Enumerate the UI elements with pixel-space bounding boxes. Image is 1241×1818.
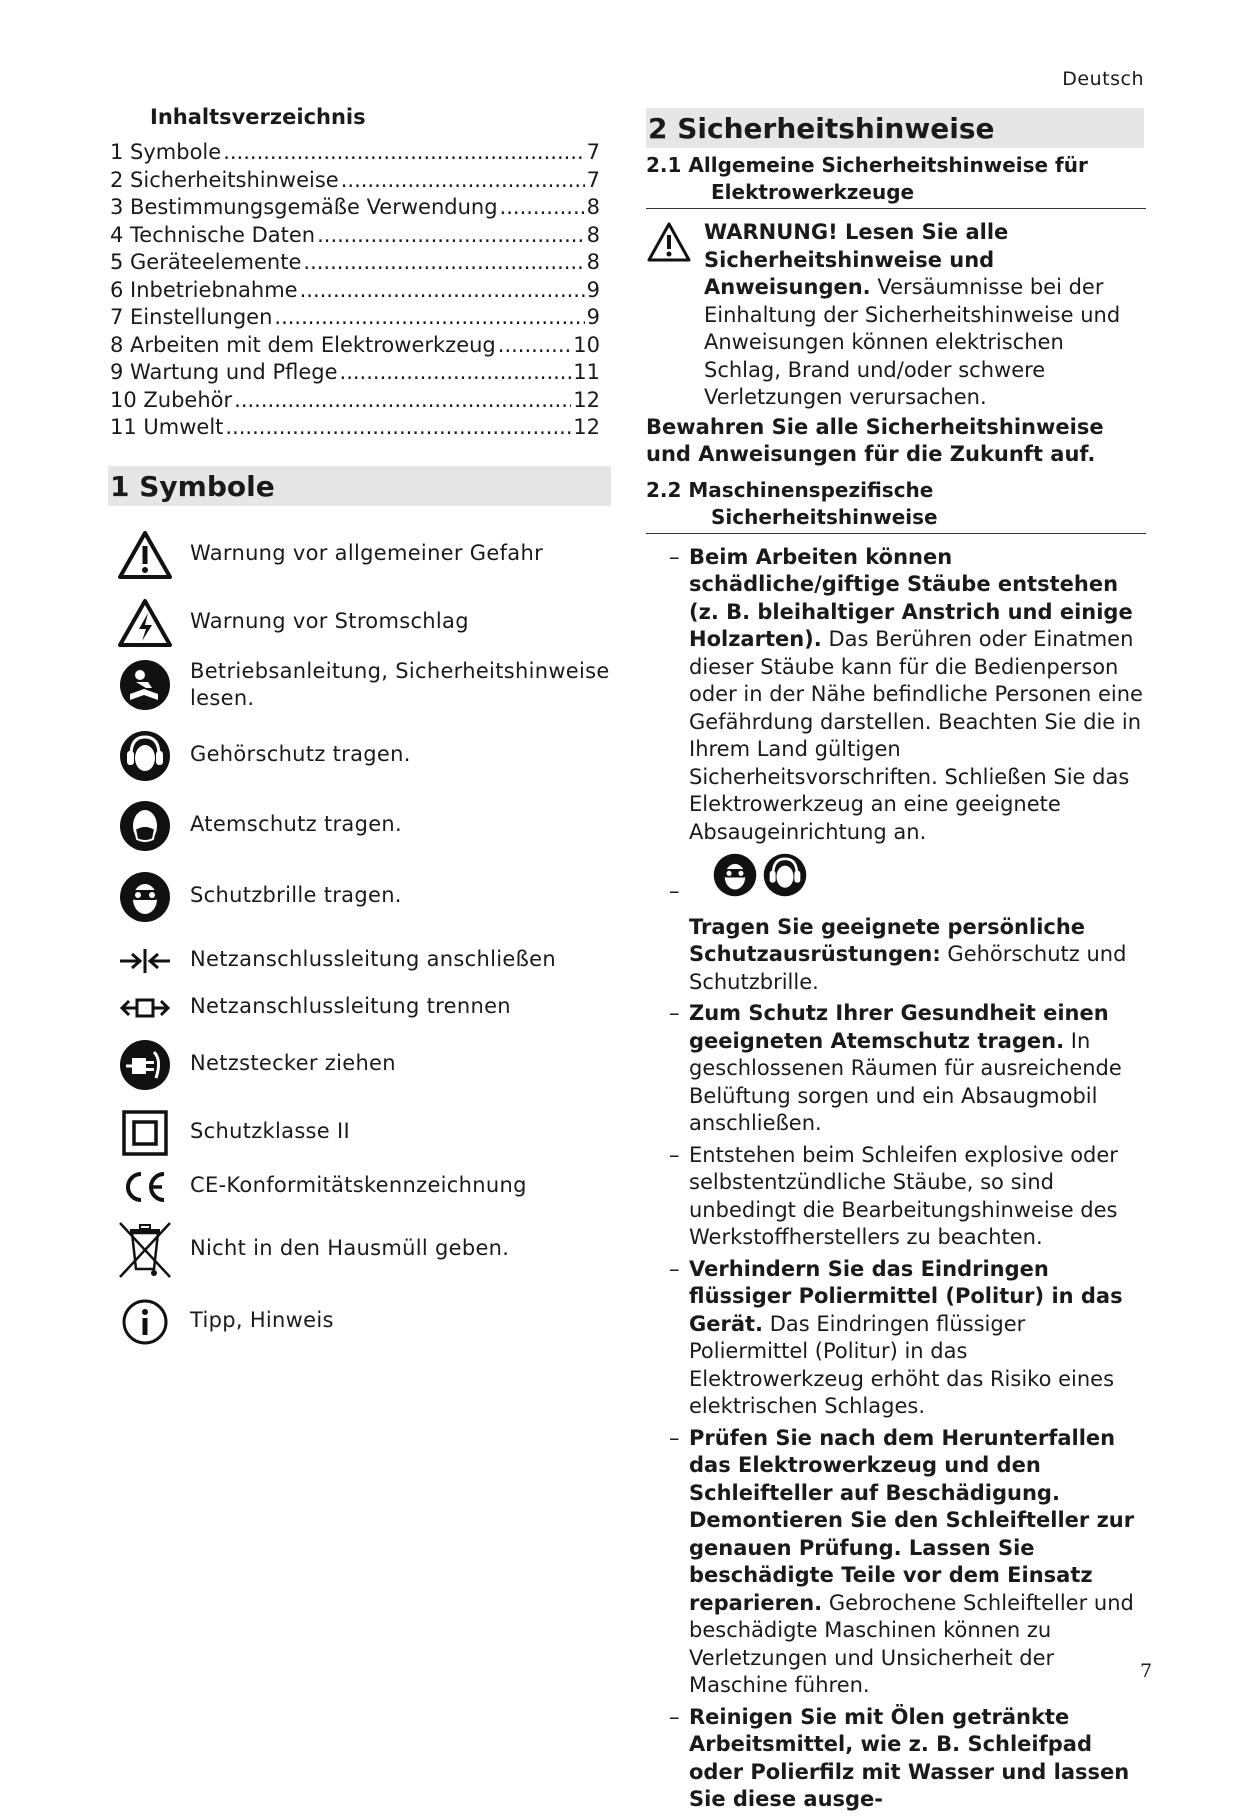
unplug-icon bbox=[116, 1036, 174, 1094]
crossed-bin-icon bbox=[116, 1221, 174, 1279]
toc-entry[interactable] bbox=[110, 387, 600, 415]
warning-block bbox=[646, 219, 1146, 412]
respirator-icon bbox=[116, 797, 174, 855]
list-item bbox=[116, 594, 469, 652]
toc-entry-page: 11 bbox=[573, 360, 600, 384]
list-item bbox=[116, 526, 544, 584]
ear-protection-icon bbox=[762, 852, 808, 906]
list-item bbox=[116, 1158, 527, 1216]
safety-goggles-icon bbox=[712, 852, 758, 906]
ce-mark-icon bbox=[116, 1158, 174, 1216]
list-item bbox=[116, 1036, 396, 1094]
safety-heading: 2 Sicherheitshinweise bbox=[646, 108, 1144, 148]
toc-entry[interactable] bbox=[110, 414, 600, 442]
list-item: – Prüfen Sie nach dem Herunterfallen das Elektrowerkzeug und den Schleifteller auf Beschädigung. Demontieren Sie den Schleifteller zur genauen Prüfung. Lassen Sie beschädigte Teile vor dem Einsatz reparieren. Gebrochene Schleifteller und beschädigte Maschinen können zu Verletzungen und Unsicherheit der Maschine führen. bbox=[669, 1425, 1135, 1697]
toc-entry[interactable] bbox=[110, 332, 600, 360]
symbol-label: Netzanschlussleitung trennen bbox=[190, 994, 511, 1018]
toc-entry[interactable] bbox=[110, 222, 600, 250]
toc-entry-label: 4 Technische Daten bbox=[110, 222, 316, 247]
list-item bbox=[116, 727, 411, 785]
symbol-label: Gehörschutz tragen. bbox=[190, 742, 411, 766]
symbol-label: Schutzklasse II bbox=[190, 1119, 350, 1143]
list-item: – Beim Arbeiten können schädliche/giftige Stäube entstehen (z. B. bleihaltiger Anstrich und einige Holzarten). Das Berühren oder Einatmen dieser Stäube kann für die Bedienperson oder in der Nähe befindliche Personen eine Gefährdung darstellen. Beachten Sie die in Ihrem Land gültigen Sicherheitsvorschriften. Schließen Sie das Elektrowerkzeug an eine geeignete Absaugeinrichtung an. bbox=[669, 544, 1143, 844]
toc-leader-dots bbox=[498, 332, 572, 360]
toc-entry-label: 10 Zubehör bbox=[110, 387, 233, 412]
toc-entry-page: 8 bbox=[586, 222, 600, 247]
toc-leader-dots bbox=[341, 167, 585, 195]
symbol-label: Schutzbrille tragen. bbox=[190, 883, 402, 907]
toc-entry-page: 9 bbox=[586, 305, 600, 329]
symbol-label: CE-Konformitätskennzeichnung bbox=[190, 1173, 527, 1197]
list-item bbox=[116, 1293, 334, 1351]
ear-protection-icon bbox=[116, 727, 174, 785]
language-label: Deutsch bbox=[1062, 68, 1144, 90]
toc-entry-label: 2 Sicherheitshinweise bbox=[110, 167, 339, 192]
toc-leader-dots bbox=[223, 139, 584, 167]
toc-entry-page: 12 bbox=[573, 415, 600, 439]
toc-leader-dots bbox=[234, 387, 571, 415]
list-item: – Reinigen Sie mit Ölen getränkte Arbeitsmittel, wie z. B. Schleifpad oder Polierfilz mit Wasser und lassen Sie diese ausge- bbox=[669, 1704, 1130, 1811]
symbol-label: Warnung vor Stromschlag bbox=[190, 609, 469, 633]
electric-shock-icon bbox=[116, 594, 174, 652]
toc-leader-dots bbox=[340, 359, 572, 387]
toc-leader-dots bbox=[274, 304, 584, 332]
toc-entry-label: 6 Inbetriebnahme bbox=[110, 277, 298, 302]
symbol-label: Warnung vor allgemeiner Gefahr bbox=[190, 541, 544, 565]
toc-title: Inhaltsverzeichnis bbox=[150, 105, 366, 129]
info-icon bbox=[116, 1293, 174, 1351]
warning-text: Versäumnisse bei der Einhaltung der Sicherheitshinweise und Anweisungen können elektrischen Schlag, Brand und/oder schwere Verletzungen verursachen. bbox=[704, 275, 1121, 409]
list-item: – Verhindern Sie das Eindringen flüssiger Poliermittel (Politur) in das Gerät. Das Eindringen flüssiger Poliermittel (Politur) in das Elektrowerkzeug erhöht das Risiko eines elektrischen Schlages. bbox=[669, 1256, 1123, 1418]
toc-entry[interactable] bbox=[110, 277, 600, 305]
toc-leader-dots bbox=[300, 277, 585, 305]
list-item bbox=[116, 868, 402, 926]
general-safety-heading: 2.1 Allgemeine Sicherheitshinweise für Elektrowerkzeuge bbox=[646, 152, 1146, 209]
table-of-contents bbox=[110, 105, 610, 442]
symbol-label: Netzstecker ziehen bbox=[190, 1051, 396, 1075]
toc-entry-label: 11 Umwelt bbox=[110, 415, 224, 439]
toc-entry-label: 5 Geräteelemente bbox=[110, 250, 302, 274]
toc-entry-page: 8 bbox=[586, 250, 600, 274]
safety-goggles-icon bbox=[116, 868, 174, 926]
toc-entry-label: 3 Bestimmungsgemäße Verwendung bbox=[110, 195, 498, 219]
toc-entry-page: 7 bbox=[586, 140, 600, 164]
toc-entry-page: 12 bbox=[573, 387, 600, 412]
list-item bbox=[116, 979, 511, 1037]
toc-entry[interactable] bbox=[110, 167, 600, 195]
toc-entry[interactable] bbox=[110, 304, 600, 332]
list-item: – Entstehen beim Schleifen explosive oder selbstentzündliche Stäube, so sind unbedingt die Bearbeitungshinweise des Werkstoffherstellers zu beachten. bbox=[669, 1142, 1118, 1249]
machine-safety-heading: 2.2 Maschinenspezifische Sicherheitshinweise bbox=[646, 477, 1146, 534]
toc-entry[interactable] bbox=[110, 194, 600, 222]
symbol-label: Tipp, Hinweis bbox=[190, 1308, 334, 1332]
symbols-heading: 1 Symbole bbox=[108, 466, 611, 506]
read-manual-icon bbox=[116, 656, 174, 714]
list-item bbox=[116, 797, 403, 855]
toc-entry-page: 9 bbox=[586, 277, 600, 302]
toc-entry-page: 7 bbox=[586, 167, 600, 192]
toc-entry-label: 1 Symbole bbox=[110, 140, 222, 164]
toc-entry[interactable] bbox=[110, 359, 600, 387]
toc-entry-page: 8 bbox=[586, 195, 600, 219]
protection-class-ii-icon bbox=[116, 1104, 174, 1162]
list-item bbox=[116, 656, 610, 714]
toc-entry[interactable] bbox=[110, 139, 600, 167]
list-item bbox=[116, 1221, 510, 1279]
warning-bold-text: WARNUNG! Lesen Sie alle Sicherheitshinweise und Anweisungen. bbox=[704, 220, 1009, 299]
list-item bbox=[116, 1104, 350, 1162]
toc-entry-label: 9 Wartung und Pflege bbox=[110, 360, 338, 384]
toc-entry[interactable] bbox=[110, 249, 600, 277]
disconnect-cable-icon bbox=[116, 979, 174, 1037]
toc-entry-label: 8 Arbeiten mit dem Elektrowerkzeug bbox=[110, 332, 496, 357]
toc-leader-dots bbox=[225, 414, 571, 442]
toc-entry-label: 7 Einstellungen bbox=[110, 305, 273, 329]
symbol-label: Atemschutz tragen. bbox=[190, 812, 403, 836]
toc-leader-dots bbox=[303, 249, 584, 277]
toc-leader-dots bbox=[500, 194, 585, 222]
warning-triangle-icon bbox=[646, 221, 692, 271]
list-item: – Zum Schutz Ihrer Gesundheit einen geeigneten Atemschutz tragen. In geschlossenen Räumen für ausreichende Belüftung sorgen und ein Absaugmobil anschließen. bbox=[669, 1001, 1122, 1135]
keep-instructions-text: Bewahren Sie alle Sicherheitshinweise und Anweisungen für die Zukunft auf. bbox=[646, 414, 1104, 466]
symbol-label: Nicht in den Hausmüll geben. bbox=[190, 1236, 510, 1260]
toc-entry-page: 10 bbox=[573, 332, 600, 357]
toc-leader-dots bbox=[317, 222, 585, 250]
symbol-label: Betriebsanleitung, Sicherheitshinweise lesen. bbox=[190, 659, 610, 710]
symbol-label: Netzanschlussleitung anschließen bbox=[190, 947, 556, 971]
warning-triangle-icon bbox=[116, 526, 174, 584]
list-item: – Tragen Sie geeignete persönliche Schutzausrüstungen: Gehörschutz und Schutzbrille. bbox=[646, 852, 1146, 996]
page-number: 7 bbox=[1140, 1660, 1153, 1682]
safety-section bbox=[646, 152, 1146, 1818]
